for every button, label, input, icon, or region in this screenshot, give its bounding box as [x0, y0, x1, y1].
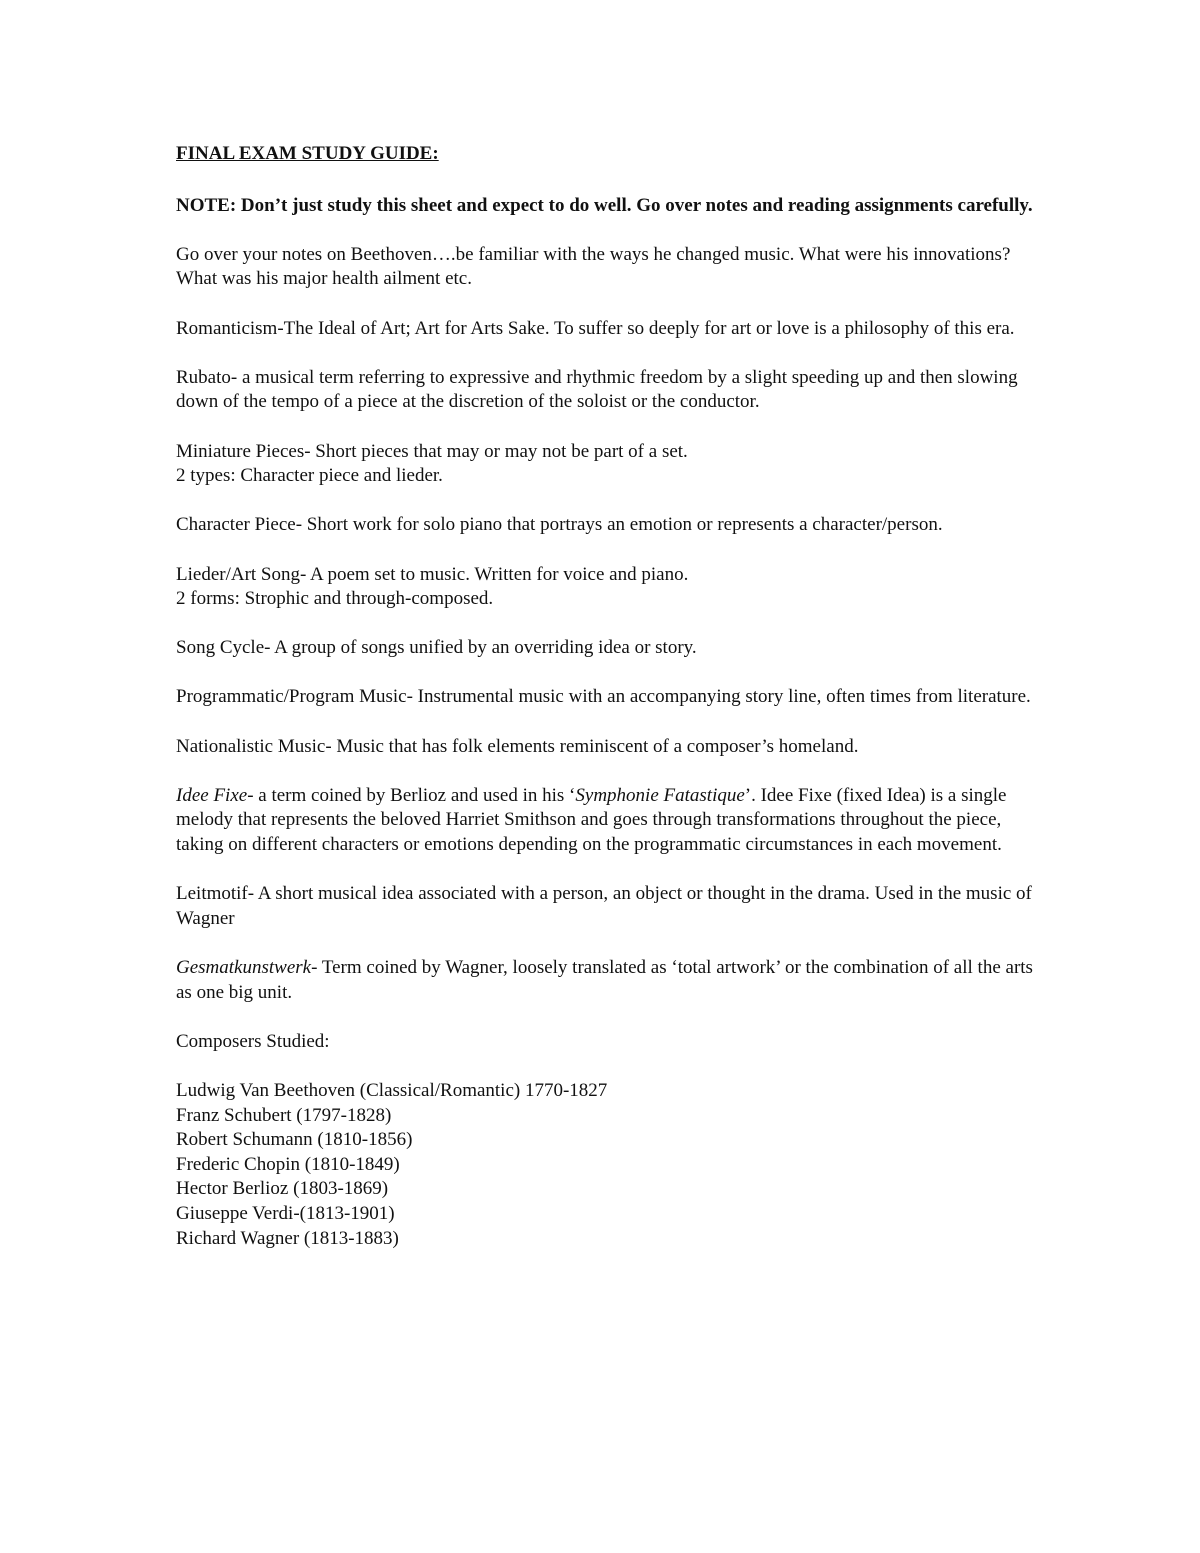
entry-program-music: [176, 685, 1036, 710]
term-romanticism: Romanticism: [176, 317, 278, 339]
composer-item: Franz Schubert (1797-1828): [176, 1104, 392, 1126]
entry-gesamtkunstwerk: [176, 956, 1036, 1005]
def-idee-fixe-a: - a term coined by Berlioz and used in his ‘: [247, 784, 576, 806]
def-program-music: - Instrumental music with an accompanying story line, often times from literature.: [406, 686, 1031, 708]
lieder-forms: 2 forms: Strophic and through-composed.: [176, 588, 494, 610]
def-leitmotif: - A short musical idea associated with a person, an object or thought in the drama. Used in the music of Wagner: [176, 883, 1032, 929]
def-rubato: - a musical term referring to expressive and rhythmic freedom by a slight speeding up and then slowing down of the tempo of a piece at the discretion of the soloist or the conductor.: [176, 366, 1018, 413]
composers-heading: Composers Studied:: [176, 1030, 330, 1052]
def-song-cycle: - A group of songs unified by an overriding idea or story.: [264, 637, 697, 659]
page-title: FINAL EXAM STUDY GUIDE:: [176, 143, 439, 164]
entry-lieder: [176, 563, 1036, 612]
composer-item: Richard Wagner (1813-1883): [176, 1227, 399, 1249]
composer-item: Frederic Chopin (1810-1849): [176, 1153, 400, 1175]
term-song-cycle: Song Cycle: [176, 637, 265, 659]
study-guide-page: [176, 142, 1036, 1251]
miniature-types: 2 types: Character piece and lieder.: [176, 465, 443, 487]
term-idee-fixe: Idee Fixe: [176, 784, 248, 806]
entry-leitmotif: [176, 882, 1036, 931]
entry-song-cycle: [176, 636, 1036, 661]
term-gesamtkunstwerk: Gesmatkunstwerk: [176, 957, 312, 978]
composer-list: [176, 1079, 1036, 1251]
term-nationalistic-music: Nationalistic Music: [176, 735, 326, 757]
term-rubato: Rubato: [176, 366, 231, 388]
term-miniature-pieces: Miniature Pieces: [176, 440, 305, 462]
def-nationalistic-music: - Music that has folk elements reminiscent of a composer’s homeland.: [325, 735, 859, 757]
entry-rubato: [176, 366, 1036, 415]
entry-romanticism: [176, 317, 1036, 342]
composer-item: Giuseppe Verdi-(1813-1901): [176, 1202, 395, 1224]
def-idee-fixe-b: ’. Idee Fixe (fixed Idea) is a single melody that represents the beloved Harriet Smithson and goes through transformations throughout the piece, taking on different characters or emotions depending on the programmatic circumstances in each movement.: [176, 784, 1007, 856]
def-romanticism: -The Ideal of Art; Art for Arts Sake. To suffer so deeply for art or love is a philosophy of this era.: [277, 317, 1015, 339]
term-program-music: Programmatic/Program Music: [176, 686, 407, 708]
composer-item: Ludwig Van Beethoven (Classical/Romantic) 1770-1827: [176, 1079, 608, 1101]
entry-idee-fixe: [176, 784, 1036, 858]
term-character-piece: Character Piece: [176, 514, 296, 536]
def-lieder: - A poem set to music. Written for voice and piano.: [300, 563, 689, 585]
beethoven-note: Go over your notes on Beethoven….be familiar with the ways he changed music. What were his innovations? What was his major health ailment etc.: [176, 243, 1011, 290]
composer-item: Hector Berlioz (1803-1869): [176, 1178, 389, 1200]
entry-character-piece: [176, 513, 1036, 538]
composer-item: Robert Schumann (1810-1856): [176, 1129, 413, 1151]
def-gesamtkunstwerk: - Term coined by Wagner, loosely translated as ‘total artwork’ or the combination of all the arts as one big unit.: [176, 957, 1033, 1003]
entry-nationalistic-music: [176, 735, 1036, 760]
def-miniature-pieces: - Short pieces that may or may not be part of a set.: [304, 440, 688, 462]
work-title: Symphonie Fatastique: [575, 784, 745, 806]
term-lieder: Lieder/Art Song: [176, 563, 301, 585]
study-note: NOTE: Don’t just study this sheet and expect to do well. Go over notes and reading assignments carefully.: [176, 194, 1033, 216]
entry-miniature-pieces: [176, 440, 1036, 489]
term-leitmotif: Leitmotif: [176, 883, 248, 905]
def-character-piece: - Short work for solo piano that portrays an emotion or represents a character/person.: [295, 514, 943, 536]
